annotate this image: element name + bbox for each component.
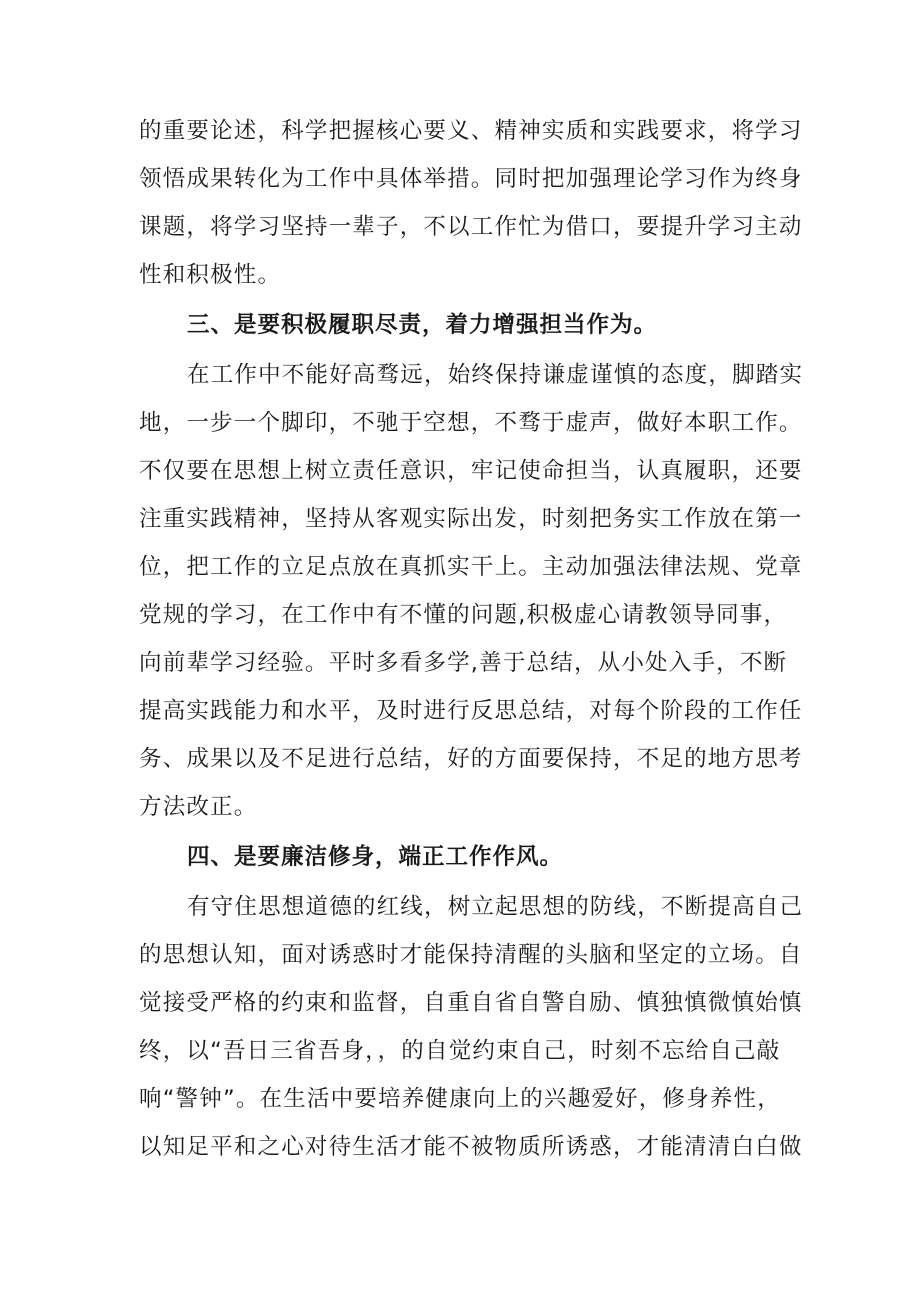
paragraph-line: 终，以“吾日三省吾身，，的自觉约束自己，时刻不忘给自己敲 <box>139 1038 781 1064</box>
paragraph-line: 党规的学习，在工作中有不懂的问题,积极虚心请教领导同事， <box>139 602 788 628</box>
paragraph-line: 响“警钟”。在生活中要培养健康向上的兴趣爱好，修身养性， <box>139 1086 781 1112</box>
paragraph-line: 领悟成果转化为工作中具体举措。同时把加强理论学习作为终身 <box>139 166 803 192</box>
paragraph-line: 的重要论述，科学把握核心要义、精神实质和实践要求，将学习 <box>139 118 803 144</box>
paragraph-line: 地，一步一个脚印，不驰于空想，不骛于虚声，做好本职工作。 <box>139 410 803 436</box>
paragraph-line: 提高实践能力和水平，及时进行反思总结，对每个阶段的工作任 <box>139 698 803 724</box>
paragraph-line: 不仅要在思想上树立责任意识，牢记使命担当，认真履职，还要 <box>139 458 803 484</box>
paragraph-line: 务、成果以及不足进行总结，好的方面要保持，不足的地方思考 <box>139 746 803 772</box>
paragraph-line: 的思想认知，面对诱惑时才能保持清醒的头脑和坚定的立场。自 <box>139 942 803 968</box>
paragraph-line: 以知足平和之心对待生活才能不被物质所诱惑，才能清清白白做 <box>139 1134 803 1160</box>
section-heading-4: 四、是要廉洁修身，端正工作作风。 <box>187 844 564 870</box>
paragraph-line: 有守住思想道德的红线，树立起思想的防线，不断提高自己 <box>187 894 804 920</box>
paragraph-line: 位，把工作的立足点放在真抓实干上。主动加强法律法规、党章 <box>139 554 803 580</box>
paragraph-line: 在工作中不能好高骛远，始终保持谦虚谨慎的态度，脚踏实 <box>187 362 804 388</box>
section-heading-3: 三、是要积极履职尽责，着力增强担当作为。 <box>187 312 658 338</box>
paragraph-line: 课题，将学习坚持一辈子，不以工作忙为借口，要提升学习主动 <box>139 214 803 240</box>
paragraph-line: 向前辈学习经验。平时多看多学,善于总结，从小处入手，不断 <box>139 650 788 676</box>
paragraph-line: 注重实践精神，坚持从客观实际出发，时刻把务实工作放在第一 <box>139 506 803 532</box>
paragraph-line: 性和积极性。 <box>139 262 282 288</box>
paragraph-line: 方法改正。 <box>139 794 258 820</box>
paragraph-line: 觉接受严格的约束和监督，自重自省自警自励、慎独慎微慎始慎 <box>139 990 803 1016</box>
